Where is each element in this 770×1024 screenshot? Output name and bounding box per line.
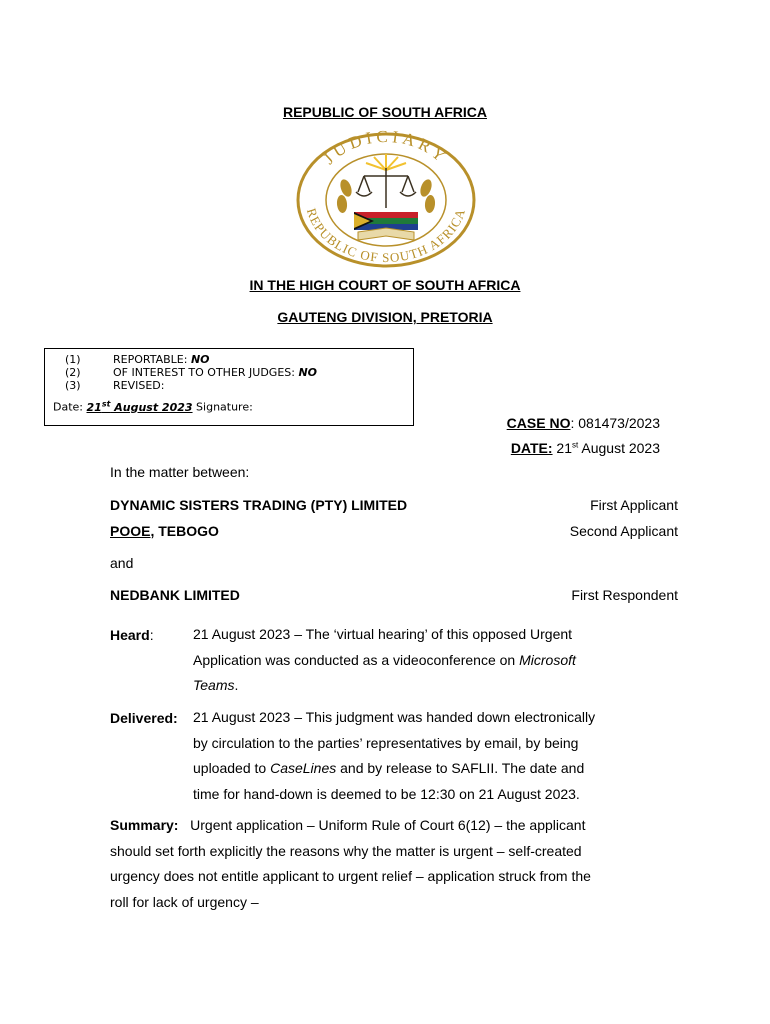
judiciary-seal-logo: [292, 130, 480, 270]
heading-division: GAUTENG DIVISION, PRETORIA: [277, 309, 493, 325]
svg-text:REPUBLIC OF SOUTH AFRICA: REPUBLIC OF SOUTH AFRICA: [303, 206, 469, 266]
respondent-name: NEDBANK LIMITED: [110, 587, 240, 603]
summary-text: Summary: Urgent application – Uniform Rule of Court 6(12) – the applicant should set forth explicitly the reasons why the matter is urgent – self-created urgency does not entitle applicant to urgent relief – application struck from the roll for lack of urgency –: [110, 817, 591, 910]
second-applicant-name: POOE, TEBOGO: [110, 523, 219, 539]
delivered-label: Delivered:: [110, 710, 178, 726]
heard-text: 21 August 2023 – The ‘virtual hearing’ of this opposed Urgent Application was conducted as a videoconference on Microsoft Teams.: [193, 626, 576, 693]
status-row-interest: (2) OF INTEREST TO OTHER JUDGES: NO: [65, 366, 318, 379]
status-row-reportable: (1) REPORTABLE: NO: [65, 353, 210, 366]
delivered-text: 21 August 2023 – This judgment was handed down electronically by circulation to the parties’ representatives by email, by being uploaded to CaseLines and by release to SAFLII. The date and time for hand-down is deemed to be 12:30 on 21 August 2023.: [193, 709, 596, 802]
respondent-role: First Respondent: [571, 587, 678, 603]
signature-label: Signature:: [192, 400, 253, 414]
case-number: CASE NO: 081473/2023: [506, 415, 660, 431]
heading-country: REPUBLIC OF SOUTH AFRICA: [282, 104, 488, 120]
heading-court: IN THE HIGH COURT OF SOUTH AFRICA: [249, 277, 521, 293]
first-applicant-role: First Applicant: [590, 497, 678, 513]
summary-label: Summary:: [110, 817, 179, 833]
and-separator: and: [110, 555, 134, 571]
reportability-box: [44, 348, 414, 426]
svg-text:JUDICIARY: JUDICIARY: [319, 130, 453, 169]
heard-label: Heard:: [110, 627, 154, 643]
status-date: 21st August 2023: [86, 399, 193, 414]
status-date-line: Date: 21st August 2023 Signature:: [53, 399, 253, 414]
second-applicant-role: Second Applicant: [569, 523, 678, 539]
matter-intro: In the matter between:: [110, 464, 250, 480]
status-row-revised: (3) REVISED:: [65, 379, 165, 392]
case-date: DATE: 21st August 2023: [510, 440, 660, 456]
first-applicant-name: DYNAMIC SISTERS TRADING (PTY) LIMITED: [110, 497, 408, 513]
